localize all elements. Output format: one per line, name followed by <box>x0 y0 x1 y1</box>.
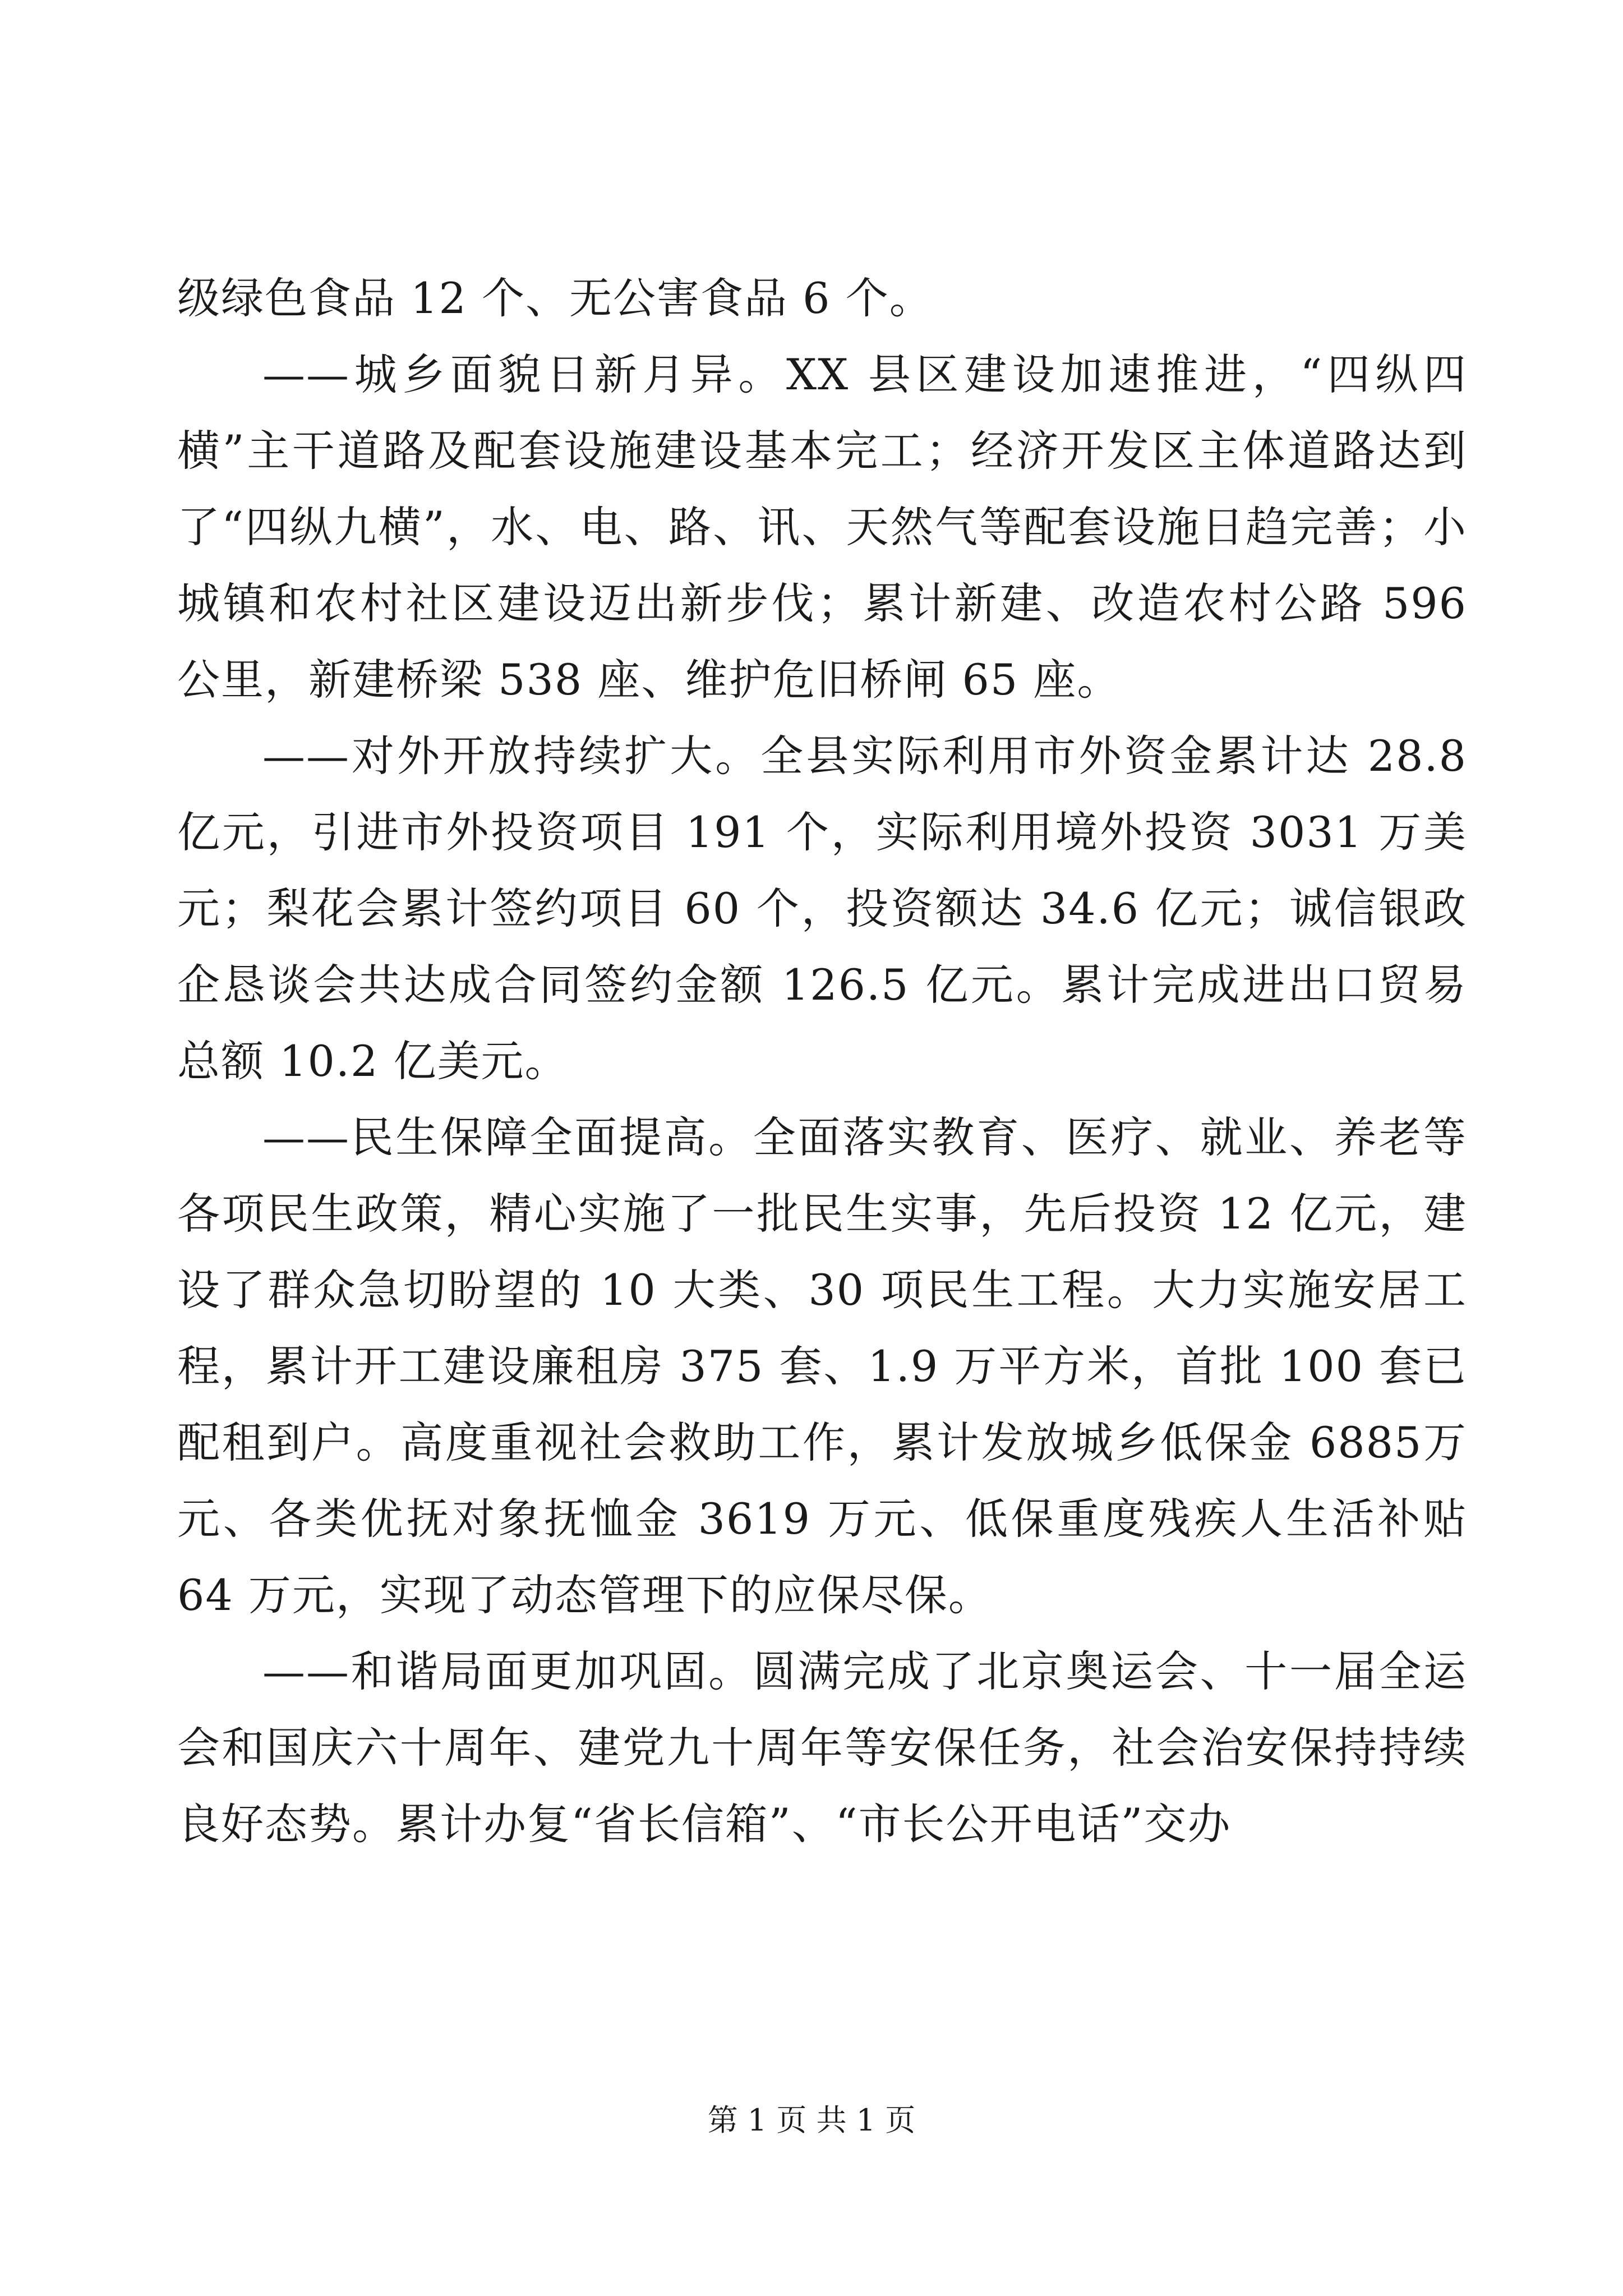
page-number-label: 第 1 页 共 1 页 <box>707 2102 916 2138</box>
page-footer <box>0 2101 1623 2140</box>
paragraph-livelihood: ——民生保障全面提高。全面落实教育、医疗、就业、养老等各项民生政策，精心实施了一批民生实事，先后投资 12 亿元，建设了群众急切盼望的 10 大类、30 项民生工程。大力实施安居工程，累计开工建设廉租房 375 套、1.9 万平方米，首批 100 套已配租到户。高度重视社会救助工作，累计发放城乡低保金 6885万元、各类优抚对象抚恤金 3619 万元、低保重度残疾人生活补贴 64 万元，实现了动态管理下的应保尽保。 <box>177 1112 1467 1620</box>
paragraph-opening-up: ——对外开放持续扩大。全县实际利用市外资金累计达 28.8亿元，引进市外投资项目 191 个，实际利用境外投资 3031 万美元；梨花会累计签约项目 60 个，投资额达 34.6 亿元；诚信银政企恳谈会共达成合同签约金额 126.5 亿元。累计完成进出口贸易总额 10.2 亿美元。 <box>177 731 1467 1086</box>
paragraph-urban-rural: ——城乡面貌日新月异。XX 县区建设加速推进，“四纵四横”主干道路及配套设施建设基本完工；经济开发区主体道路达到了“四纵九横”，水、电、路、讯、天然气等配套设施日趋完善；小城镇和农村社区建设迈出新步伐；累计新建、改造农村公路 596 公里，新建桥梁 538 座、维护危旧桥闸 65 座。 <box>177 349 1467 705</box>
paragraph-continuation: 级绿色食品 12 个、无公害食品 6 个。 <box>177 273 933 323</box>
document-body <box>177 260 1467 1862</box>
paragraph-harmony: ——和谐局面更加巩固。圆满完成了北京奥运会、十一届全运会和国庆六十周年、建党九十周年等安保任务，社会治安保持持续良好态势。累计办复“省长信箱”、“市长公开电话”交办 <box>177 1646 1467 1849</box>
